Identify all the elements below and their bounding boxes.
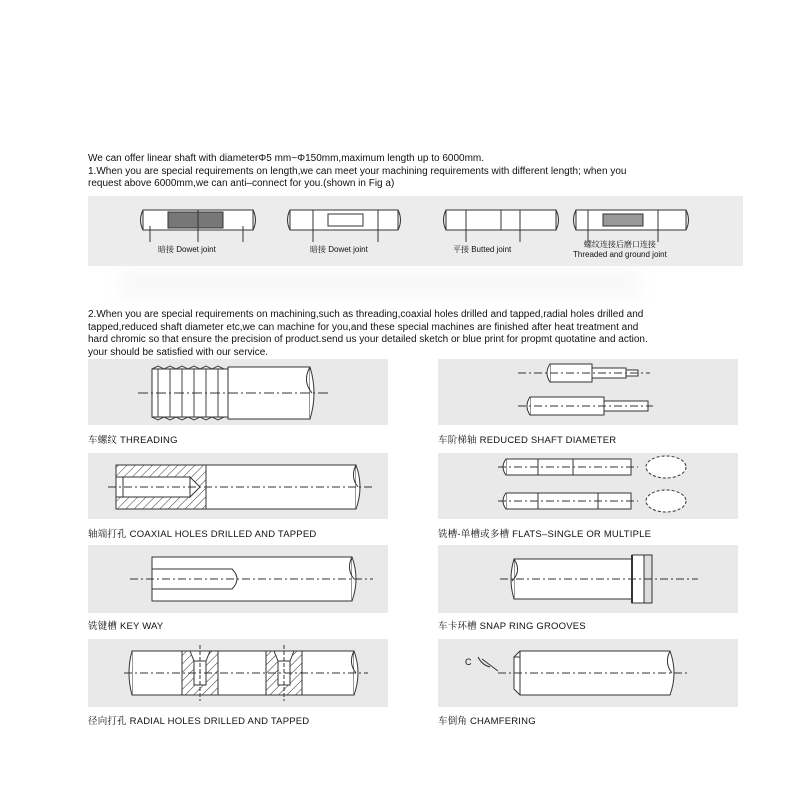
intro-line-2: 1.When you are special requirements on length,we can meet your machining requirements with different length; when you — [88, 165, 627, 177]
chamfer-c-mark: C — [465, 657, 472, 667]
coaxial-holes-caption: 轴端打孔 COAXIAL HOLES DRILLED AND TAPPED — [88, 529, 317, 540]
joint-caption-4 — [573, 240, 667, 260]
chamfering-caption: 车倒角 CHAMFERING — [438, 716, 536, 727]
flats-panel — [438, 453, 738, 519]
joint-caption-4-cn: 螺纹连接后磨口连接 — [583, 240, 656, 249]
keyway-caption: 铣键槽 KEY WAY — [88, 621, 164, 632]
section2-line-3: hard chromic so that ensure the precision of product.send us your detailed sketch or blue print for propmt quotatine and action. — [88, 334, 648, 345]
joint-caption-1: 暗接 Dowet joint — [158, 245, 216, 254]
radial-holes-panel — [88, 639, 388, 707]
intro-line-1: We can offer linear shaft with diameterΦ5 mm~Φ150mm,maximum length up to 6000mm. — [88, 153, 485, 164]
chamfering-drawing — [438, 639, 738, 707]
keyway-drawing — [88, 545, 388, 613]
joint-caption-2: 暗接 Dowet joint — [310, 245, 368, 254]
threading-caption: 车螺纹 THREADING — [88, 435, 178, 446]
radial-holes-drawing — [88, 639, 388, 707]
reduced-diameter-caption: 车阶梯轴 REDUCED SHAFT DIAMETER — [438, 435, 617, 446]
butted-joint-drawing — [444, 210, 559, 242]
joint-caption-4-en: Threaded and ground joint — [573, 250, 667, 259]
dowet-joint-drawing-1 — [141, 210, 256, 242]
chamfering-panel — [438, 639, 738, 707]
snap-ring-caption: 车卡环槽 SNAP RING GROOVES — [438, 621, 586, 632]
threaded-joint-drawing — [574, 210, 689, 242]
intro-text — [88, 153, 753, 191]
joint-figure-strip — [88, 196, 743, 266]
scan-smudge — [120, 270, 640, 300]
flats-caption: 铣槽-单槽或多槽 FLATS–SINGLE OR MULTIPLE — [438, 529, 652, 540]
snap-ring-panel — [438, 545, 738, 613]
radial-holes-caption: 径向打孔 RADIAL HOLES DRILLED AND TAPPED — [88, 716, 310, 727]
keyway-panel — [88, 545, 388, 613]
threading-drawing — [88, 359, 388, 425]
reduced-diameter-panel — [438, 359, 738, 425]
joint-caption-3: 平接 Butted joint — [453, 245, 512, 254]
section2-text — [88, 309, 753, 359]
coaxial-holes-panel — [88, 453, 388, 519]
section2-line-4: your should be satisfied with our service. — [88, 346, 269, 358]
section2-line-1: 2.When you are special requirements on machining,such as threading,coaxial holes drilled and tapped,radial holes drilled and — [88, 309, 644, 320]
threading-panel — [88, 359, 388, 425]
section2-line-2: tapped,reduced shaft diameter etc,we can machine for you,and these special machines are finished after heat treatment and — [88, 321, 639, 333]
flats-drawing — [438, 453, 738, 519]
reduced-diameter-drawing — [438, 359, 738, 425]
intro-line-3: request above 6000mm,we can anti–connect for you.(shown in Fig a) — [88, 178, 395, 189]
dowet-joint-drawing-2 — [288, 210, 401, 242]
coaxial-holes-drawing — [88, 453, 388, 519]
snap-ring-drawing — [438, 545, 738, 613]
